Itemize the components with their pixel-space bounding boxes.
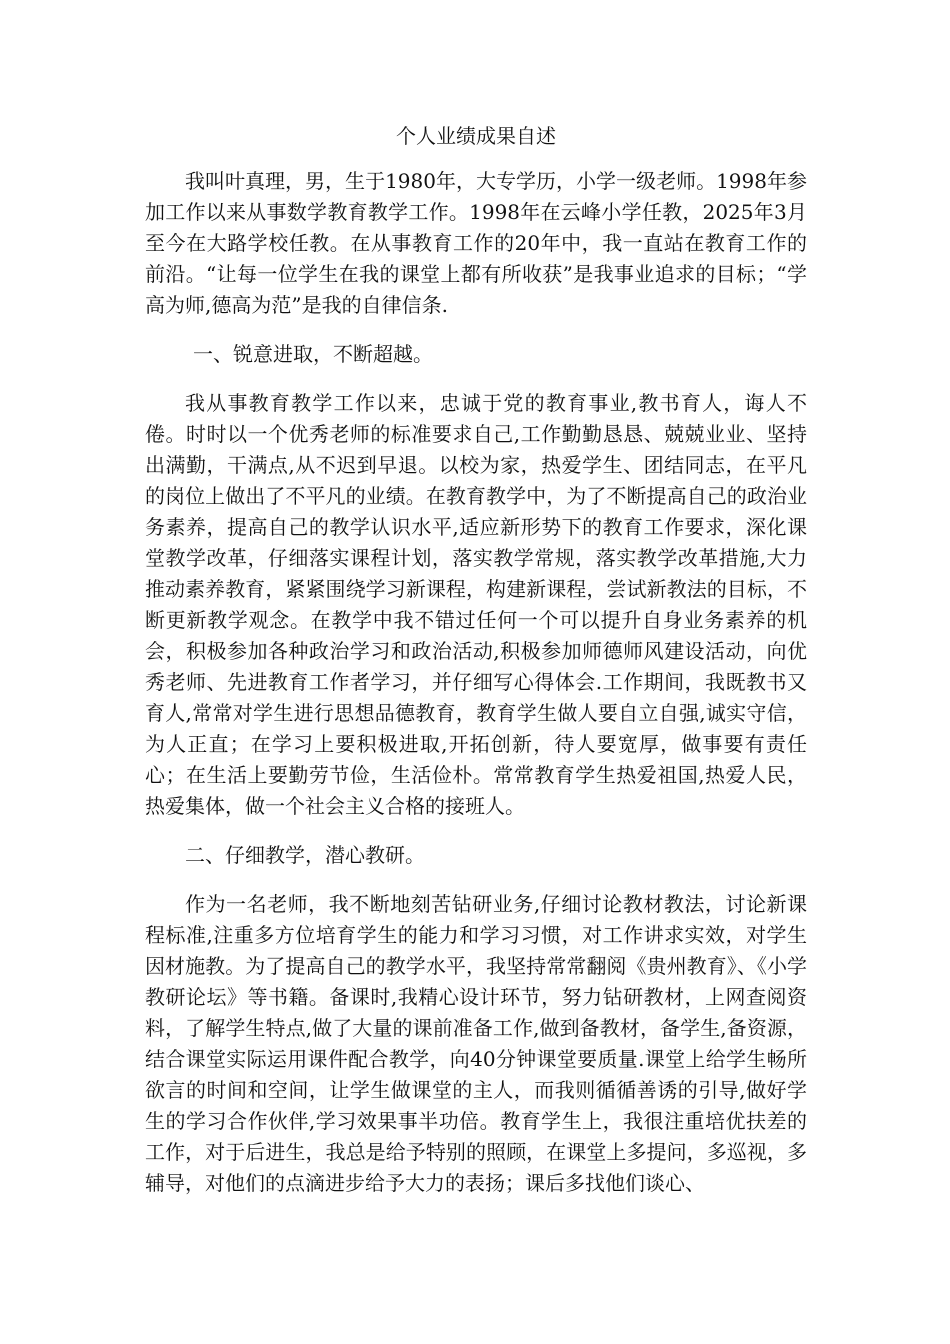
document-page [145, 120, 807, 1217]
section-2-paragraph: 作为一名老师，我不断地刻苦钻研业务,仔细讨论教材教法，讨论新课程标准,注重多方位培育学生的能力和学习习惯，对工作讲求实效，对学生因材施教。为了提高自己的教学水平，我坚持常常翻阅《贵州教育》、《小学教研论坛》等书籍。备课时,我精心设计环节，努力钻研教材，上网查阅资料，了解学生特点,做了大量的课前准备工作,做到备教材，备学生,备资源，结合课堂实际运用课件配合教学，向40分钟课堂要质量.课堂上给学生畅所欲言的时间和空间，让学生做课堂的主人，而我则循循善诱的引导,做好学生的学习合作伙伴,学习效果事半功倍。教育学生上，我很注重培优扶差的工作，对于后进生，我总是给予特别的照顾，在课堂上多提问，多巡视，多辅导，对他们的点滴进步给予大力的表扬；课后多找他们谈心、 [145, 892, 807, 1195]
section-1-heading: 一、锐意进取，不断超越。 [193, 342, 433, 366]
document-title: 个人业绩成果自述 [396, 124, 556, 148]
section-2-heading: 二、仔细教学，潜心教研。 [185, 843, 425, 867]
intro-paragraph: 我叫叶真理，男，生于1980年，大专学历，小学一级老师。1998年参加工作以来从事数学教育教学工作。1998年在云峰小学任教，2025年3月至今在大路学校任教。在从事教育工作的20年中，我一直站在教育工作的前沿。“让每一位学生在我的课堂上都有所收获”是我事业追求的目标；“学高为师,德高为范”是我的自律信条. [145, 169, 807, 317]
section-1-paragraph: 我从事教育教学工作以来，忠诚于党的教育事业,教书育人，诲人不倦。时时以一个优秀老师的标准要求自己,工作勤勤恳恳、兢兢业业、坚持出满勤，干满点,从不迟到早退。以校为家，热爱学生、团结同志，在平凡的岗位上做出了不平凡的业绩。在教育教学中，为了不断提高自己的政治业务素养，提高自己的教学认识水平,适应新形势下的教育工作要求，深化课堂教学改革，仔细落实课程计划，落实教学常规，落实教学改革措施,大力推动素养教育，紧紧围绕学习新课程，构建新课程，尝试新教法的目标，不断更新教学观念。在教学中我不错过任何一个可以提升自身业务素养的机会，积极参加各种政治学习和政治活动,积极参加师德师风建设活动，向优秀老师、先进教育工作者学习，并仔细写心得体会.工作期间，我既教书又育人,常常对学生进行思想品德教育，教育学生做人要自立自强,诚实守信，为人正直；在学习上要积极进取,开拓创新，待人要宽厚，做事要有责任心；在生活上要勤劳节俭，生活俭朴。常常教育学生热爱祖国,热爱人民，热爱集体，做一个社会主义合格的接班人。 [145, 391, 807, 818]
